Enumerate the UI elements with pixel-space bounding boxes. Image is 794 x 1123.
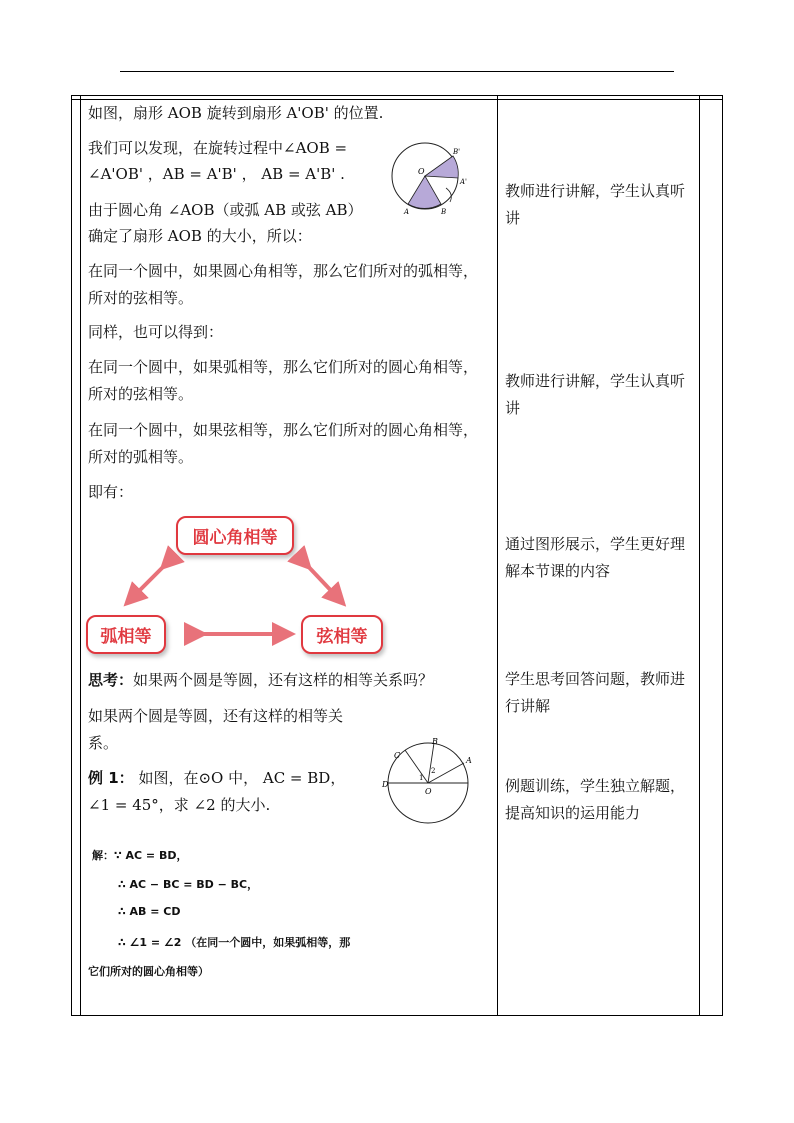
example-text: 如图，在⊙O 中， AC = BD， [138, 769, 346, 787]
arrow-center-chord [304, 562, 338, 598]
text-line: 所对的弧相等。 [88, 448, 194, 466]
think-label: 思考： [88, 671, 134, 689]
label-B: B [432, 737, 438, 746]
central-angle-box: 圆心角相等 [176, 516, 294, 555]
text-line: ∠A'OB' ，AB = A'B' ， AB = A'B' . [88, 165, 345, 183]
text-line: 在同一个圆中，如果弧相等，那么它们所对的圆心角相等， [88, 358, 479, 376]
sector-rotation-figure [388, 138, 470, 218]
text-line: 如果两个圆是等圆，还有这样的相等关 [88, 707, 344, 725]
label-A-prime: A' [460, 178, 467, 186]
label-O: O [425, 787, 432, 796]
column-divider [699, 96, 700, 1015]
example-label: 例 1： [88, 769, 134, 787]
label-C: C [394, 751, 401, 760]
equivalence-arrows [110, 540, 380, 650]
solution-line: 它们所对的圆心角相等） [88, 965, 209, 978]
label-B: B [441, 208, 447, 216]
text-line: 同样，也可以得到： [88, 323, 224, 341]
activity-note: 教师进行讲解，学生认真听讲 [505, 182, 686, 227]
text-line: 如图，扇形 AOB 旋转到扇形 A'OB' 的位置. [88, 104, 384, 122]
text-line: 在同一个圆中，如果弦相等，那么它们所对的圆心角相等， [88, 421, 479, 439]
solution-line: 解：∵ AC = BD， [92, 849, 188, 862]
text-line: 系。 [88, 734, 119, 752]
label-D: D [382, 780, 389, 789]
label-B-prime: B' [453, 148, 461, 156]
label-A: A [404, 208, 410, 216]
angle-1: 1 [419, 774, 424, 782]
text-line: 所对的弦相等。 [88, 385, 194, 403]
angle-2: 2 [431, 767, 436, 775]
text-line: ∠1 = 45°，求 ∠2 的大小. [88, 796, 271, 814]
text-line: 在同一个圆中，如果圆心角相等，那么它们所对的弧相等， [88, 262, 479, 280]
solution-line: ∴ AB = CD [118, 905, 181, 918]
arrow-center-arc [132, 562, 168, 598]
text-line: 由于圆心角 ∠AOB（或弧 AB 或弦 AB） [88, 201, 363, 219]
chord-box: 弦相等 [301, 615, 383, 654]
text-line: 确定了扇形 AOB 的大小，所以： [88, 227, 312, 245]
activity-note: 教师进行讲解，学生认真听讲 [505, 372, 686, 417]
think-line [88, 670, 433, 690]
text-line: 即有： [88, 483, 134, 501]
text-line: 所对的弦相等。 [88, 289, 194, 307]
example-line [88, 768, 345, 788]
activity-note: 学生思考回答问题，教师进行讲解 [505, 670, 686, 715]
column-divider [80, 96, 81, 1015]
row-divider [72, 99, 722, 100]
activity-note: 例题训练，学生独立解题，提高知识的运用能力 [505, 777, 686, 822]
header-rule [120, 71, 674, 72]
text-line: 我们可以发现，在旋转过程中∠AOB = [88, 139, 348, 157]
circle-example-figure [378, 735, 478, 827]
think-text: 如果两个圆是等圆，还有这样的相等关系吗？ [133, 671, 434, 689]
label-O: O [418, 167, 425, 176]
arc-box: 弧相等 [86, 615, 166, 654]
column-divider [497, 96, 498, 1015]
solution-line: ∴ AC − BC = BD − BC， [118, 878, 259, 891]
activity-note: 通过图形展示，学生更好理解本节课的内容 [505, 535, 686, 580]
label-A: A [466, 756, 472, 765]
solution-line: ∴ ∠1 = ∠2 （在同一个圆中，如果弧相等，那 [118, 936, 351, 949]
